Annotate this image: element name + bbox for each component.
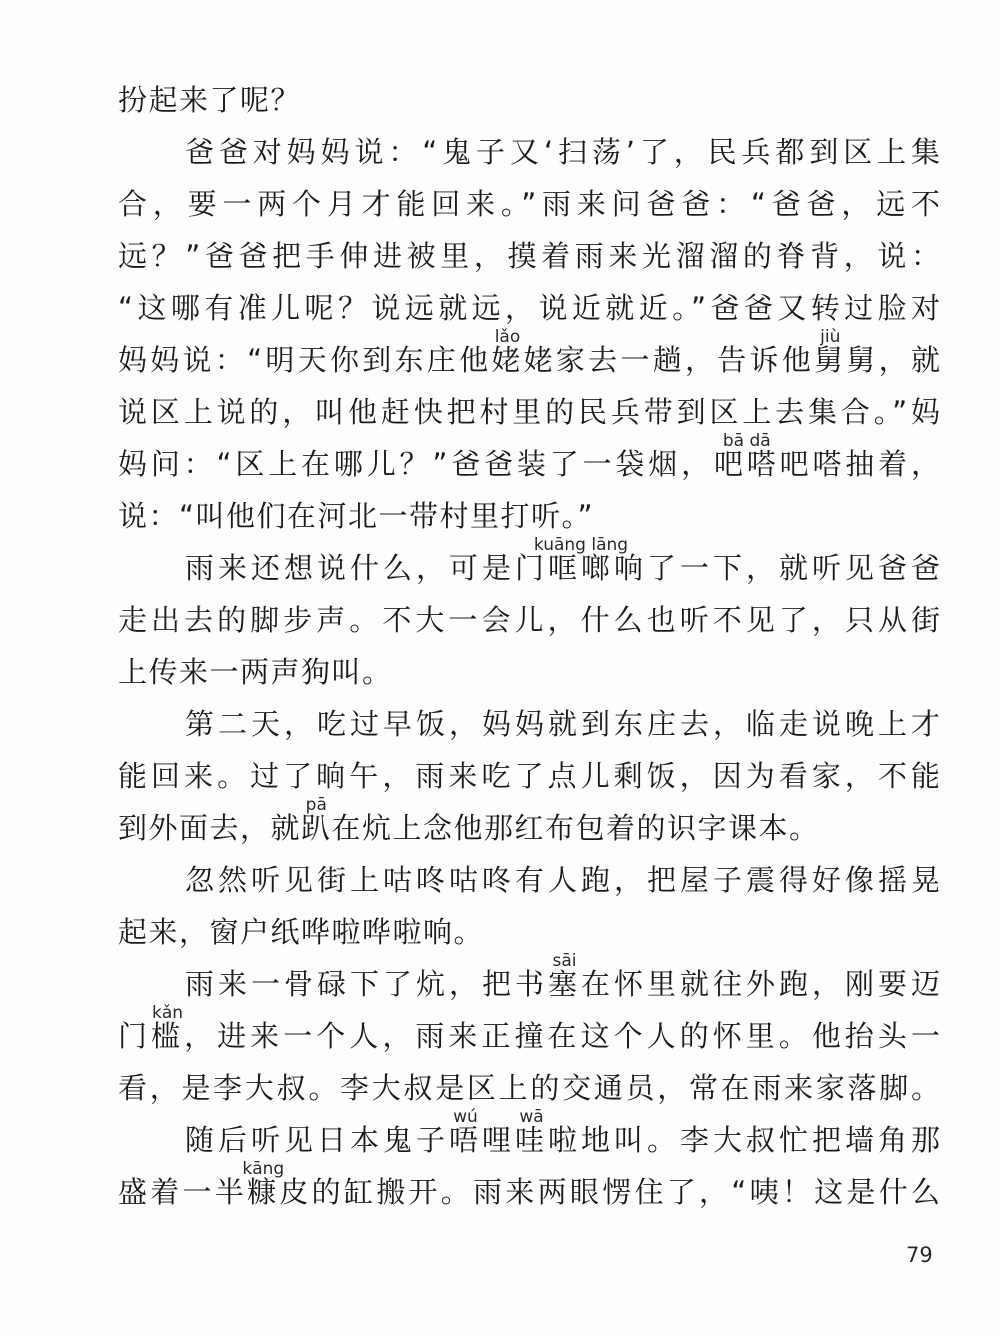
annotated-char: 趴: [301, 811, 332, 845]
pinyin-annotated-char: [814, 327, 847, 377]
text-line: 能回来。过了晌午，雨来吃了点儿剩饭，因为看家，不能: [118, 759, 940, 793]
pinyin-annotated-char: [713, 431, 780, 481]
text-segment: 雨来一骨碌下了炕，把书: [185, 967, 548, 1001]
pinyin-annotation: wú: [453, 1107, 478, 1127]
text-line: 上传来一两声狗叫。: [118, 655, 393, 689]
text-line: [118, 327, 940, 386]
text-line: [118, 1159, 940, 1218]
text-line: [118, 795, 940, 854]
text-segment: ，进来一个人，雨来正撞在这个人的怀里。他抬头一: [184, 1019, 940, 1053]
annotated-char: 姥: [491, 343, 524, 377]
annotated-char: 舅: [814, 343, 847, 377]
pinyin-annotation: kāng: [242, 1159, 285, 1179]
pinyin-annotated-char: [491, 327, 524, 377]
pinyin-annotated-char: [242, 1159, 285, 1209]
text-line: [118, 535, 940, 594]
pinyin-annotated-char: [301, 795, 332, 845]
text-segment: 门: [118, 1019, 152, 1053]
text-line: 看，是李大叔。李大叔是区上的交通员，常在雨来家落脚。: [118, 1071, 940, 1105]
text-line: 说：“叫他们在河北一带村里打听。”: [118, 499, 595, 533]
text-segment: 到外面去，就: [118, 811, 302, 845]
pinyin-annotation: pā: [305, 795, 327, 815]
pinyin-annotated-char: [514, 1107, 548, 1157]
annotated-char: 槛: [151, 1019, 185, 1053]
text-segment: 随后听见日本鬼子: [185, 1123, 449, 1157]
text-line: [118, 1107, 940, 1166]
annotated-char: 哇: [514, 1123, 548, 1157]
pinyin-annotation: bā dā: [722, 431, 771, 451]
pinyin-annotated-char: [448, 1107, 482, 1157]
text-segment: 吧嗒抽着，: [779, 447, 940, 481]
text-line: 说区上说的，叫他赶快把村里的民兵带到区上去集合。”妈: [118, 395, 940, 429]
pinyin-annotation: wā: [519, 1107, 544, 1127]
text-line: 忽然听见街上咕咚咕咚有人跑，把屋子震得好像摇晃: [185, 863, 940, 897]
text-segment: 姥家去一趟，告诉他: [523, 343, 815, 377]
annotated-char: 塞: [547, 967, 581, 1001]
text-line: [118, 951, 940, 1010]
pinyin-annotation: kuāng lāng: [533, 535, 629, 555]
text-line: 起来，窗户纸哗啦哗啦响。: [118, 915, 485, 949]
text-segment: 响了一下，就听见爸爸: [613, 551, 940, 585]
page-number: 79: [906, 1243, 933, 1267]
text-segment: 盛着一半: [118, 1175, 248, 1209]
pinyin-annotated-char: [151, 1003, 185, 1053]
text-line: [118, 1003, 940, 1062]
text-segment: 皮的缸搬开。雨来两眼愣住了，“咦！这是什么: [279, 1175, 940, 1209]
text-line: 走出去的脚步声。不大一会儿，什么也听不见了，只从街: [118, 603, 940, 637]
annotated-char: 哐啷: [547, 551, 614, 585]
annotated-char: 吧嗒: [713, 447, 780, 481]
pinyin-annotated-char: [547, 951, 581, 1001]
text-segment: 妈妈说：“明天你到东庄他: [118, 343, 492, 377]
text-segment: 在怀里就往外跑，刚要迈: [580, 967, 940, 1001]
annotated-char: 糠: [247, 1175, 280, 1209]
pinyin-annotated-char: [533, 535, 629, 585]
pinyin-annotation: sāi: [552, 951, 577, 971]
annotated-char: 唔: [448, 1123, 482, 1157]
body-text: [118, 74, 940, 1218]
text-line: 扮起来了呢？: [118, 83, 302, 117]
text-line: 爸爸对妈妈说：“鬼子又‘扫荡’了，民兵都到区上集: [185, 135, 940, 169]
pinyin-annotation: kǎn: [152, 1003, 184, 1023]
pinyin-annotation: lǎo: [494, 327, 521, 347]
text-line: 远？”爸爸把手伸进被里，摸着雨来光溜溜的脊背，说：: [118, 239, 940, 273]
text-line: 第二天，吃过早饭，妈妈就到东庄去，临走说晚上才: [185, 707, 940, 741]
text-line: “这哪有准儿呢？说远就远，说近就近。”爸爸又转过脸对: [118, 291, 940, 325]
text-segment: 啦地叫。李大叔忙把墙角那: [547, 1123, 940, 1157]
text-line: [118, 431, 940, 490]
text-segment: 哩: [481, 1123, 515, 1157]
text-line: 合，要一两个月才能回来。”雨来问爸爸：“爸爸，远不: [118, 187, 940, 221]
text-segment: 在炕上念他那红布包着的识字课本。: [331, 811, 820, 845]
text-segment: 舅，就: [846, 343, 940, 377]
pinyin-annotation: jiù: [820, 327, 841, 347]
text-segment: 雨来还想说什么，可是门: [185, 551, 548, 585]
text-segment: 妈问：“区上在哪儿？”爸爸装了一袋烟，: [118, 447, 714, 481]
